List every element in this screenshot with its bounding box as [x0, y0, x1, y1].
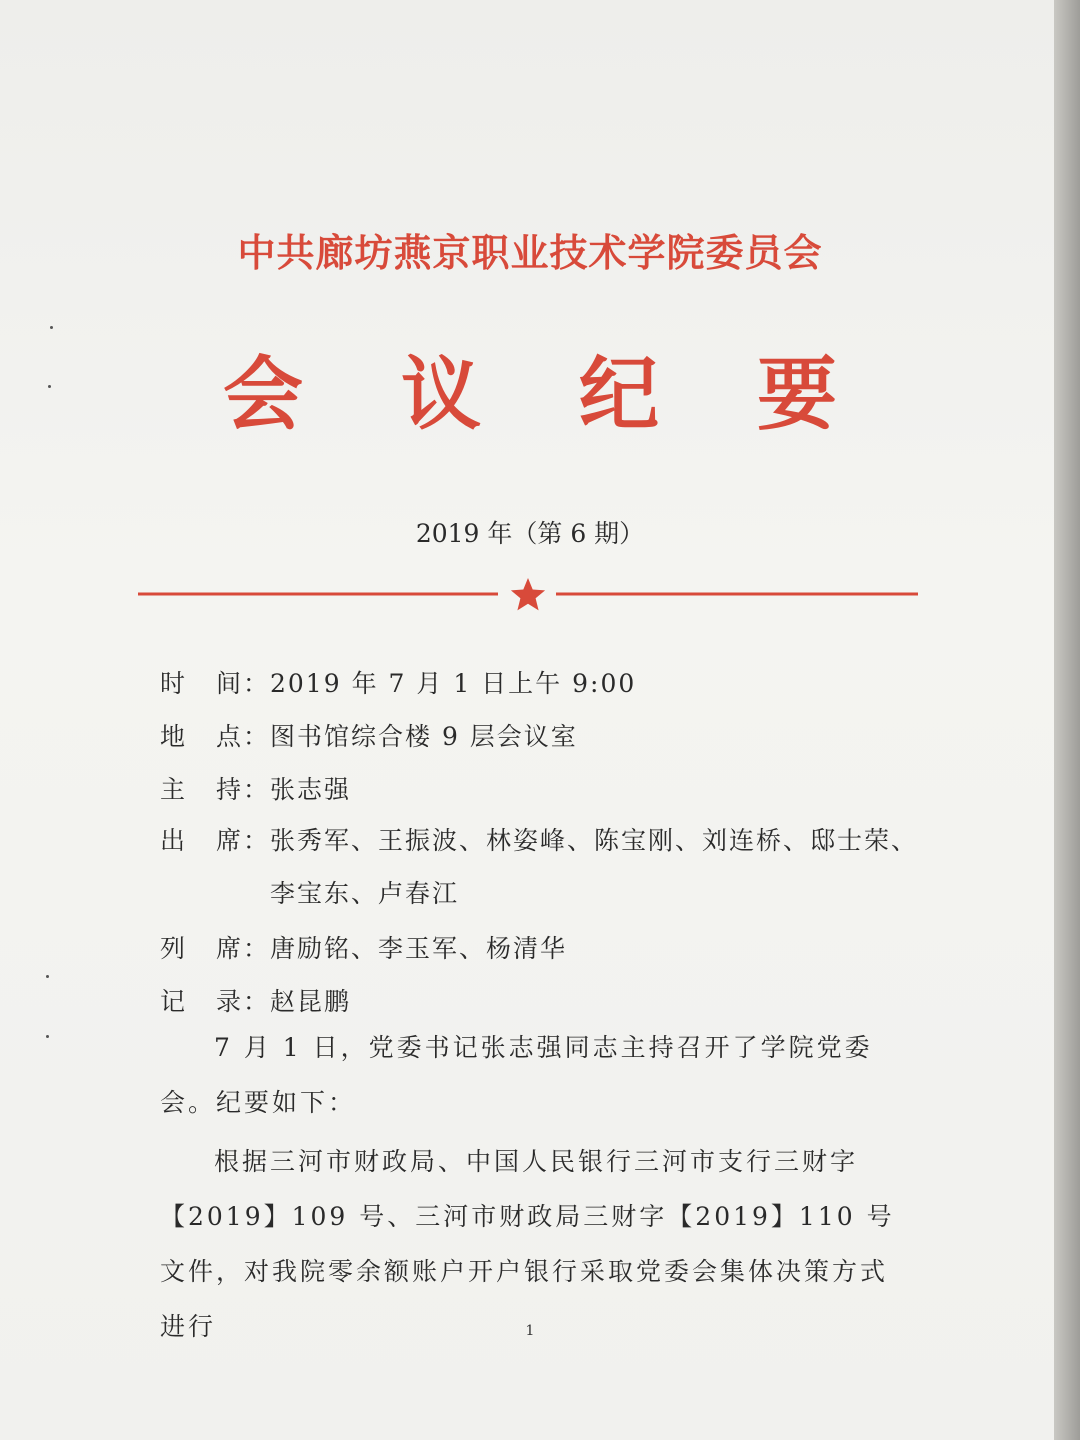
minutes-body	[160, 1020, 905, 1354]
meta-value-recorder: 赵昆鹏	[270, 986, 352, 1016]
meta-label-char: 席	[215, 933, 243, 963]
page-number: 1	[525, 1323, 535, 1339]
paper-edge-shadow	[1054, 0, 1080, 1440]
meta-label-char: 席	[215, 826, 243, 855]
document-title: 会议纪要	[223, 347, 935, 441]
meta-label-char: 出	[160, 826, 188, 855]
meta-label-time: 时 间：	[160, 664, 270, 700]
meeting-info	[160, 655, 920, 1026]
body-paragraph-2: 根据三河市财政局、中国人民银行三河市支行三财字【2019】109 号、三河市财政局三财字【2019】110 号文件，对我院零余额账户开户银行采取党委会集体决策方式进行	[160, 1147, 895, 1341]
body-paragraph-1: 7 月 1 日，党委书记张志强同志主持召开了学院党委会。纪要如下：	[160, 1033, 873, 1117]
meta-value-time: 2019 年 7 月 1 日上午 9:00	[270, 668, 637, 698]
meta-label-char: 持	[215, 774, 243, 804]
meta-label-place: 地 点：	[160, 717, 270, 753]
scan-speck	[48, 385, 51, 388]
meta-label-attendees: 出 席：	[160, 814, 270, 867]
meta-value-attendees: 张秀军、王振波、林姿峰、陈宝刚、刘连桥、邸士荣、李宝东、卢春江	[270, 826, 919, 908]
meta-row-host	[160, 761, 920, 814]
meta-row-recorder	[160, 973, 920, 1026]
meta-label-char: 间	[215, 668, 243, 698]
organization-title: 中共廊坊燕京职业技术学院委员会	[237, 230, 823, 275]
meta-label-char: 点	[215, 721, 243, 751]
red-divider	[138, 578, 918, 614]
meta-label-observers: 列 席：	[160, 929, 270, 965]
meta-label-char: 录	[215, 986, 243, 1016]
meta-label-char: 记	[160, 986, 188, 1016]
scan-speck	[50, 326, 53, 329]
meta-row-time	[160, 655, 920, 708]
meta-value-observers: 唐励铭、李玉军、杨清华	[270, 933, 568, 963]
meta-row-place	[160, 708, 920, 761]
meta-row-attendees	[160, 814, 920, 920]
issue-number: 2019 年（第 6 期）	[415, 519, 645, 548]
meta-label-char: 时	[160, 668, 188, 698]
meta-label-recorder: 记 录：	[160, 982, 270, 1018]
meta-label-host: 主 持：	[160, 770, 270, 806]
scan-speck	[46, 975, 49, 978]
scan-speck	[46, 1035, 49, 1038]
meta-value-place: 图书馆综合楼 9 层会议室	[270, 721, 578, 751]
star-icon	[511, 578, 545, 610]
meta-label-char: 主	[160, 774, 188, 804]
meta-row-observers	[160, 920, 920, 973]
meta-label-char: 列	[160, 933, 188, 963]
meta-value-host: 张志强	[270, 774, 352, 804]
meta-label-char: 地	[160, 721, 188, 751]
